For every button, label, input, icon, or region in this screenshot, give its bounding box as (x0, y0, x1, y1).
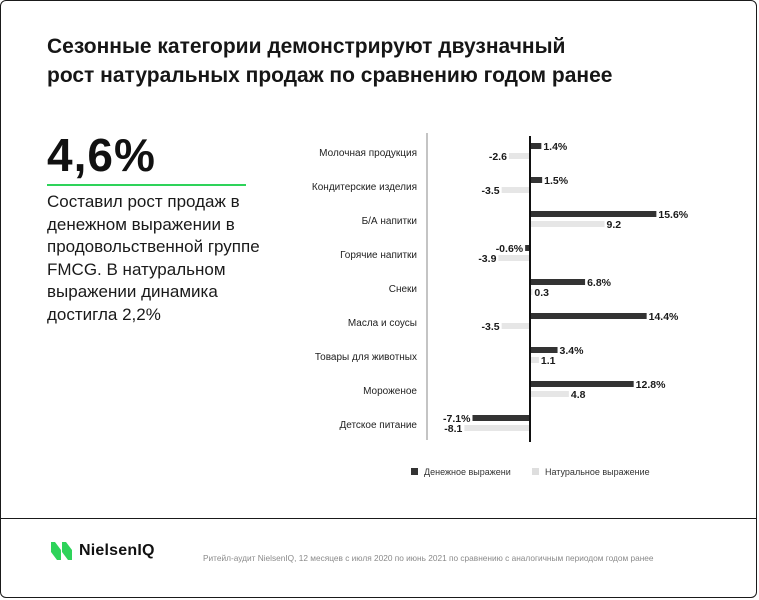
monetary-value-label: 12.8% (635, 379, 666, 391)
monetary-bar (530, 143, 541, 149)
volume-value-label: 4.8 (570, 389, 586, 401)
volume-bar (464, 425, 530, 431)
volume-value-label: 0.3 (534, 287, 550, 299)
footer-note: Ритейл-аудит NielsenIQ, 12 месяцев с июля 2020 по июнь 2021 по сравнению с аналогичным периодом годом ранее (203, 553, 654, 563)
monetary-value-label: 3.4% (559, 345, 584, 357)
legend-label-volume: Натуральное выражение (545, 467, 650, 477)
category-label: Снеки (388, 284, 417, 295)
category-label: Горячие напитки (340, 250, 417, 261)
highlight-value: 4,6% (47, 129, 156, 181)
monetary-bar (530, 313, 647, 319)
footer-divider (0, 518, 757, 519)
category-label: Масла и соусы (347, 318, 417, 329)
volume-bar (502, 323, 530, 329)
category-label: Б/А напитки (361, 216, 417, 227)
volume-value-label: -3.5 (481, 185, 500, 197)
volume-value-label: -2.6 (488, 151, 507, 163)
highlight-description: Составил рост продаж в денежном выражении в продовольственной группе FMCG. В натуральном выражении динамика достигла 2,2% (47, 192, 260, 324)
monetary-bar (472, 415, 530, 421)
nielseniq-logo (50, 540, 155, 562)
monetary-value-label: 1.5% (544, 175, 569, 187)
volume-value-label: -3.9 (478, 253, 497, 265)
volume-value-label: -8.1 (444, 423, 463, 435)
nielseniq-logo-icon (50, 540, 74, 562)
volume-bar (530, 357, 539, 363)
monetary-value-label: 6.8% (587, 277, 612, 289)
volume-bar (509, 153, 530, 159)
category-label: Молочная продукция (319, 148, 417, 159)
monetary-bar (530, 279, 585, 285)
title-line-2: рост натуральных продаж по сравнению годом ранее (47, 64, 613, 87)
monetary-value-label: -7.1% (443, 413, 471, 425)
volume-value-label: -3.5 (481, 321, 500, 333)
monetary-bar (530, 347, 558, 353)
monetary-value-label: -0.6% (495, 243, 524, 255)
volume-bar (530, 221, 605, 227)
legend-label-monetary: Денежное выражени (424, 467, 511, 477)
category-label: Кондитерские изделия (311, 182, 417, 193)
volume-bar (530, 391, 569, 397)
monetary-bar (530, 177, 542, 183)
volume-bar (502, 187, 530, 193)
monetary-value-label: 15.6% (658, 209, 689, 221)
category-label: Товары для животных (314, 352, 417, 363)
legend-swatch-volume (532, 468, 539, 475)
monetary-bar (530, 211, 656, 217)
logo-text: NielsenIQ (79, 542, 155, 559)
volume-value-label: 9.2 (606, 219, 622, 231)
title-line-1: Сезонные категории демонстрируют двузначный (47, 35, 566, 58)
legend-swatch-monetary (411, 468, 418, 475)
volume-value-label: 1.1 (540, 355, 556, 367)
category-label: Детское питание (339, 420, 417, 431)
monetary-value-label: 1.4% (543, 141, 568, 153)
volume-bar (498, 255, 530, 261)
category-label: Мороженое (363, 386, 417, 397)
monetary-value-label: 14.4% (648, 311, 679, 323)
monetary-bar (530, 381, 634, 387)
